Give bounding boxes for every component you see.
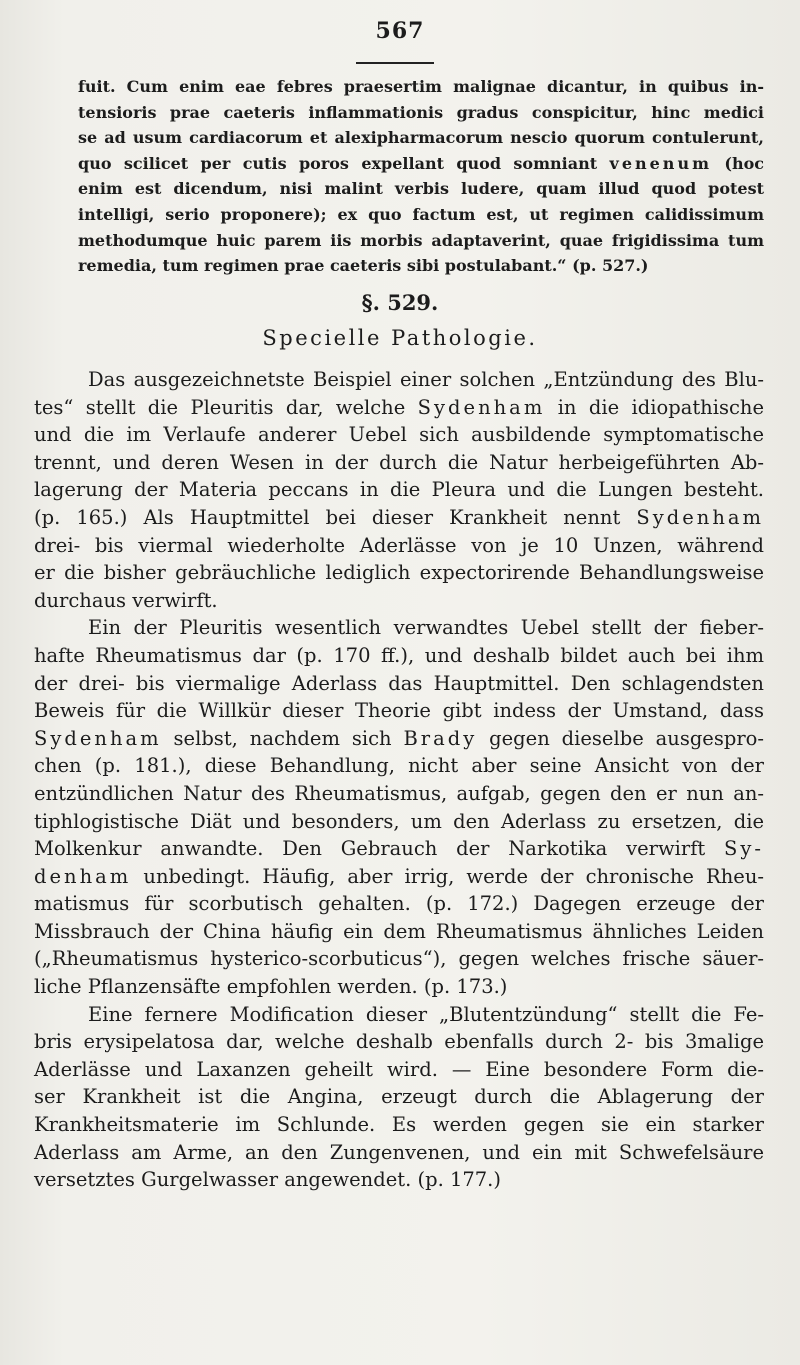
latin-quote-block	[78, 74, 764, 279]
text-line	[34, 449, 764, 477]
text-line	[34, 532, 764, 560]
text-segment: Beweis für die Willkür dieser Theorie gibt indess der Umstand, dass	[34, 699, 764, 723]
text-segment: Molkenkur anwandte. Den Gebrauch der Narkotika verwirft	[34, 837, 725, 861]
text-line	[34, 421, 764, 449]
text-line	[34, 863, 764, 891]
text-segment: Krankheitsmaterie im Schlunde. Es werden gegen sie ein starker	[34, 1113, 764, 1137]
text-line	[34, 1083, 764, 1111]
text-line	[78, 202, 764, 228]
spaced-name: Sydenham	[34, 726, 162, 750]
text-segment: tiphlogistische Diät und besonders, um den Aderlass zu ersetzen, die	[34, 809, 764, 833]
text-line	[34, 1111, 764, 1139]
text-line	[34, 1056, 764, 1084]
text-segment: tes“ stellt die Pleuritis dar, welche	[34, 395, 418, 419]
spaced-name: Sydenham	[417, 395, 546, 419]
text-line	[34, 504, 764, 532]
spaced-name: Brady	[403, 726, 478, 750]
text-line	[34, 1001, 764, 1029]
page-number-rule	[356, 62, 434, 64]
text-line	[34, 559, 764, 587]
text-line	[34, 752, 764, 780]
text-line	[34, 918, 764, 946]
text-line	[34, 697, 764, 725]
text-segment: der drei- bis viermalige Aderlass das Hauptmittel. Den schlagendsten	[34, 671, 764, 695]
text-segment: gegen dieselbe ausgespro-	[477, 726, 764, 750]
text-segment: methodumque huic parem iis morbis adaptaverint, quae frigidissima tum	[78, 230, 764, 250]
text-segment: und die im Verlaufe anderer Uebel sich ausbildende symptomatische	[34, 423, 764, 447]
text-line	[34, 670, 764, 698]
text-line	[78, 228, 764, 254]
text-line	[34, 945, 764, 973]
text-line	[34, 587, 764, 615]
text-segment: bris erysipelatosa dar, welche deshalb ebenfalls durch 2- bis 3malige	[34, 1030, 764, 1054]
text-line	[78, 74, 764, 100]
text-line	[78, 125, 764, 151]
text-segment: in die idiopathische	[545, 395, 764, 419]
spaced-name: denham	[34, 864, 132, 888]
text-line	[34, 780, 764, 808]
text-segment: (hoc	[712, 153, 765, 173]
text-line	[34, 642, 764, 670]
text-segment: (p. 165.) Als Hauptmittel bei dieser Krankheit nennt	[34, 505, 637, 529]
text-segment: („Rheumatismus hysterico-scorbuticus“), gegen welches frische säuer-	[34, 947, 764, 971]
page-number: 567	[375, 18, 425, 44]
paragraph	[34, 614, 764, 1000]
text-segment: trennt, und deren Wesen in der durch die Natur herbeigeführten Ab-	[34, 450, 764, 474]
text-segment: remedia, tum regimen prae caeteris sibi postulabant.“ (p. 527.)	[78, 256, 649, 276]
text-segment: hafte Rheumatismus dar (p. 170 ff.), und deshalb bildet auch bei ihm	[34, 643, 764, 667]
text-segment: unbedingt. Häufig, aber irrig, werde der chronische Rheu-	[131, 864, 764, 888]
text-segment: chen (p. 181.), diese Behandlung, nicht aber seine Ansicht von der	[34, 754, 764, 778]
text-line	[34, 366, 764, 394]
text-line	[34, 890, 764, 918]
text-line	[34, 725, 764, 753]
text-line	[78, 253, 764, 279]
text-segment: quo scilicet per cutis poros expellant quod somniant	[78, 153, 610, 173]
paragraph	[34, 1001, 764, 1194]
text-segment: versetztes Gurgelwasser angewendet. (p. 177.)	[34, 1168, 501, 1192]
text-line	[34, 1028, 764, 1056]
text-segment: matismus für scorbutisch gehalten. (p. 172.) Dagegen erzeuge der	[34, 892, 764, 916]
text-segment: Missbrauch der China häufig ein dem Rheumatismus ähnliches Leiden	[34, 919, 764, 943]
text-segment: liche Pflanzensäfte empfohlen werden. (p. 173.)	[34, 975, 508, 999]
text-line	[34, 835, 764, 863]
text-segment: Aderlässe und Laxanzen geheilt wird. — Eine besondere Form die-	[34, 1057, 764, 1081]
text-segment: ser Krankheit ist die Angina, erzeugt durch die Ablagerung der	[34, 1085, 764, 1109]
text-segment: intelligi, serio proponere); ex quo factum est, ut regimen calidissimum	[78, 204, 764, 224]
text-line	[34, 1139, 764, 1167]
text-line	[78, 100, 764, 126]
text-segment: se ad usum cardiacorum et alexipharmacorum nescio quorum contulerunt,	[78, 128, 764, 148]
spaced-name: Sydenham	[636, 505, 764, 529]
spaced-name: Sy-	[724, 837, 764, 861]
text-line	[78, 176, 764, 202]
text-segment: tensioris prae caeteris inflammationis gradus conspicitur, hinc medici	[78, 102, 764, 122]
text-segment: enim est dicendum, nisi malint verbis ludere, quam illud quod potest	[78, 179, 764, 199]
text-segment: durchaus verwirft.	[34, 588, 218, 612]
text-segment: lagerung der Materia peccans in die Pleura und die Lungen besteht.	[34, 478, 764, 502]
text-line	[34, 808, 764, 836]
text-line	[34, 973, 764, 1001]
text-segment: fuit. Cum enim eae febres praesertim malignae dicantur, in quibus in-	[78, 77, 764, 96]
text-segment: Das ausgezeichnetste Beispiel einer solchen „Entzündung des Blu-	[88, 368, 764, 391]
text-segment: selbst, nachdem sich	[161, 726, 404, 750]
text-segment: er die bisher gebräuchliche lediglich expectorirende Behandlungsweise	[34, 561, 764, 585]
text-line	[34, 614, 764, 642]
main-text	[34, 366, 764, 1194]
paragraph	[34, 366, 764, 614]
text-line	[34, 476, 764, 504]
text-line	[34, 394, 764, 422]
text-line	[78, 151, 764, 177]
text-line	[34, 1166, 764, 1194]
text-segment: entzündlichen Natur des Rheumatismus, aufgab, gegen den er nun an-	[34, 781, 764, 805]
text-segment: Ein der Pleuritis wesentlich verwandtes Uebel stellt der fieber-	[88, 616, 764, 640]
spaced-name: venenum	[609, 153, 712, 173]
section-number: §. 529.	[361, 290, 439, 315]
text-segment: Eine fernere Modification dieser „Blutentzündung“ stellt die Fe-	[88, 1002, 764, 1026]
section-title: Specielle Pathologie.	[262, 326, 538, 350]
text-segment: Aderlass am Arme, an den Zungenvenen, und ein mit Schwefelsäure	[34, 1140, 764, 1164]
text-segment: drei- bis viermal wiederholte Aderlässe von je 10 Unzen, während	[34, 533, 764, 557]
